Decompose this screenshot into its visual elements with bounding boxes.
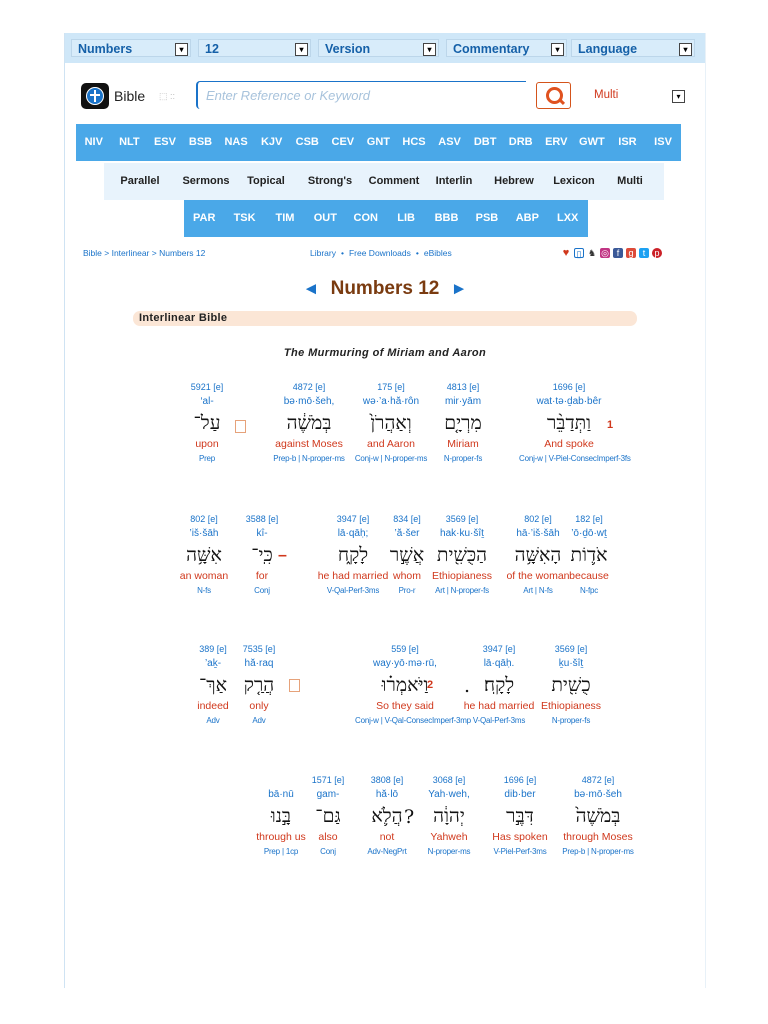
- word-column: [154, 512, 254, 598]
- transliteration: ’aḵ-: [204, 658, 222, 669]
- period-mark: .: [464, 675, 471, 697]
- select-label: Version: [325, 42, 371, 56]
- version-esv[interactable]: ESV: [153, 136, 176, 148]
- band-label: Interlinear Bible: [139, 312, 228, 324]
- english-gloss: through Moses: [563, 831, 633, 843]
- hebrew-word[interactable]: וַתְּדַבֵּ֨ר: [546, 412, 592, 434]
- hebrew-word[interactable]: עַל־: [193, 412, 221, 434]
- maqaf-box-icon: [289, 679, 300, 692]
- transliteration: hak·ku·šîṯ: [440, 528, 484, 539]
- tool-interlin[interactable]: Interlin: [435, 175, 473, 187]
- multi-select-label[interactable]: Multi: [594, 89, 619, 101]
- tool-strongs[interactable]: Strong's: [307, 175, 353, 187]
- english-gloss: he had married: [463, 700, 535, 712]
- transliteration: hā·’iš·šāh: [516, 528, 560, 539]
- transliteration: ‘al-: [200, 396, 214, 407]
- book-icon[interactable]: ▯: [574, 248, 584, 258]
- version-lxx[interactable]: LXX: [557, 212, 579, 224]
- english-gloss: Ethiopianess: [540, 700, 602, 712]
- strongs-number-link[interactable]: 1696 [e]: [503, 775, 537, 785]
- chapter-heading: [65, 278, 705, 300]
- strongs-number-link[interactable]: 3068 [e]: [432, 775, 466, 785]
- top-link[interactable]: eBibles: [423, 248, 452, 258]
- hebrew-word[interactable]: בְּמֹשֶׁה֙: [575, 805, 621, 827]
- english-gloss: also: [318, 831, 338, 843]
- version-out[interactable]: OUT: [313, 212, 337, 224]
- page-frame: [64, 33, 706, 988]
- hebrew-word[interactable]: בְּמֹשֶׁ֔ה: [286, 412, 332, 434]
- transliteration: bā·nū: [268, 789, 294, 800]
- version-nas[interactable]: NAS: [224, 136, 248, 148]
- english-gloss: not: [379, 831, 395, 843]
- transliteration: wat·tə·ḏab·bêr: [536, 396, 602, 407]
- twitter-icon[interactable]: t: [639, 248, 649, 258]
- english-gloss: Yahweh: [430, 831, 468, 843]
- dropdown-arrow-icon[interactable]: ▾: [295, 43, 308, 56]
- version-gwt[interactable]: GWT: [579, 136, 605, 148]
- top-links: [310, 248, 452, 258]
- parsing-link[interactable]: Conj: [254, 586, 270, 595]
- strongs-number-link[interactable]: 834 [e]: [393, 514, 421, 524]
- strongs-number-link[interactable]: 389 [e]: [199, 644, 227, 654]
- word-column: [231, 773, 331, 859]
- version-row-1: [76, 124, 681, 161]
- parsing-link[interactable]: Conj: [320, 847, 336, 856]
- users-icon[interactable]: ♞: [587, 248, 597, 258]
- parsing-link[interactable]: V-Qal-Perf-3ms: [472, 716, 526, 725]
- transliteration: lā·qāḥ.: [483, 658, 515, 669]
- version-isr[interactable]: ISR: [618, 136, 637, 148]
- english-gloss: So they said: [376, 700, 434, 712]
- strongs-number-link[interactable]: 3588 [e]: [245, 514, 279, 524]
- parsing-link[interactable]: Prep-b | N-proper-ms: [562, 847, 634, 856]
- dropdown-arrow-icon[interactable]: ▾: [551, 43, 564, 56]
- english-gloss: for: [255, 570, 269, 582]
- version-con[interactable]: CON: [353, 212, 378, 224]
- hebrew-word[interactable]: הֲרַ֤ק: [243, 674, 275, 696]
- interlinear-band: [133, 311, 637, 326]
- hebrew-word[interactable]: גַּם־: [315, 805, 341, 827]
- parsing-link[interactable]: Art | N-fs: [523, 586, 553, 595]
- version-dbt[interactable]: DBT: [473, 136, 497, 148]
- select-numbers[interactable]: [71, 39, 191, 57]
- heart-icon[interactable]: ♥: [562, 247, 570, 259]
- strongs-number-link[interactable]: 175 [e]: [377, 382, 405, 392]
- hebrew-word[interactable]: לָקָֽח׃: [483, 674, 515, 696]
- transliteration: bə·mō·šeh,: [283, 396, 335, 407]
- version-abp[interactable]: ABP: [515, 212, 539, 224]
- breadcrumb[interactable]: Bible > Interlinear > Numbers 12: [83, 248, 206, 258]
- transliteration: kî-: [256, 528, 268, 539]
- tool-hebrew[interactable]: Hebrew: [494, 175, 534, 187]
- strongs-number-link[interactable]: 802 [e]: [524, 514, 552, 524]
- strongs-number-link[interactable]: 4813 [e]: [446, 382, 480, 392]
- section-title: The Murmuring of Miriam and Aaron: [283, 347, 487, 359]
- version-gnt[interactable]: GNT: [366, 136, 391, 148]
- maqaf-box-icon: [235, 420, 246, 433]
- tool-multi[interactable]: Multi: [617, 175, 643, 187]
- top-link[interactable]: Library: [310, 248, 336, 258]
- version-nlt[interactable]: NLT: [119, 136, 140, 148]
- question-mark: ?: [404, 806, 415, 828]
- hebrew-word[interactable]: הָאִשָּׁ֥ה: [514, 544, 562, 566]
- search-input[interactable]: [196, 81, 526, 109]
- strongs-number-link[interactable]: 559 [e]: [391, 644, 419, 654]
- version-bbb[interactable]: BBB: [434, 212, 459, 224]
- english-gloss: whom: [392, 570, 421, 582]
- strongs-number-link[interactable]: 3947 [e]: [482, 644, 516, 654]
- facebook-icon[interactable]: f: [613, 248, 623, 258]
- select-version[interactable]: [318, 39, 439, 57]
- transliteration: dib·ber: [504, 789, 536, 800]
- strongs-number-link[interactable]: 3569 [e]: [445, 514, 479, 524]
- tool-topical[interactable]: Topical: [247, 175, 285, 187]
- version-csb[interactable]: CSB: [295, 136, 319, 148]
- version-niv[interactable]: NIV: [84, 136, 103, 148]
- parsing-link[interactable]: Pro-r: [398, 586, 416, 595]
- transliteration: ’ă·šer: [394, 528, 420, 539]
- parsing-link[interactable]: N-proper-ms: [427, 847, 471, 856]
- transliteration: ḵu·šîṯ: [558, 658, 584, 669]
- hebrew-word[interactable]: וְאַהֲרֹן֙: [370, 412, 412, 434]
- tool-lexicon[interactable]: Lexicon: [553, 175, 595, 187]
- strongs-number-link[interactable]: 3947 [e]: [336, 514, 370, 524]
- version-drb[interactable]: DRB: [508, 136, 533, 148]
- english-gloss: because: [569, 570, 609, 582]
- hebrew-word[interactable]: אִשָּׁ֥ה: [186, 544, 222, 566]
- strongs-number-link[interactable]: [231, 773, 331, 787]
- transliteration: way·yō·mə·rū,: [373, 658, 437, 669]
- select-label: Numbers: [78, 42, 133, 56]
- verse-number-1[interactable]: 1: [607, 419, 614, 431]
- parsing-link[interactable]: Conj-w | V-Piel-ConsecImperf-3fs: [519, 454, 631, 463]
- version-tsk[interactable]: TSK: [233, 212, 256, 224]
- next-chapter-icon[interactable]: ►: [450, 279, 468, 298]
- hebrew-word[interactable]: מִרְיָ֤ם: [444, 412, 482, 434]
- version-kjv[interactable]: KJV: [260, 136, 283, 148]
- chapter-title: Numbers 12: [330, 278, 440, 299]
- dropdown-arrow-icon[interactable]: ▾: [175, 43, 188, 56]
- hebrew-word[interactable]: לָקָ֑ח: [337, 544, 369, 566]
- version-tim[interactable]: TIM: [275, 212, 295, 224]
- top-link[interactable]: Free Downloads: [348, 248, 411, 258]
- transliteration: wə·’a·hă·rôn: [362, 396, 420, 407]
- english-gloss: And spoke: [544, 438, 594, 450]
- tool-sermons[interactable]: Sermons: [182, 175, 230, 187]
- english-gloss: only: [249, 700, 269, 712]
- parsing-link[interactable]: Adv-NegPrt: [367, 847, 407, 856]
- english-gloss: Ethiopianess: [431, 570, 493, 582]
- hebrew-word[interactable]: כִּֽי־: [251, 544, 273, 566]
- english-gloss: indeed: [197, 700, 229, 712]
- english-gloss: Miriam: [447, 438, 479, 450]
- hebrew-word[interactable]: וַיֹּאמְר֗וּ: [381, 674, 429, 696]
- strongs-number-link[interactable]: 4872 [e]: [292, 382, 326, 392]
- english-gloss: he had married: [317, 570, 389, 582]
- search-button[interactable]: [536, 82, 571, 109]
- word-column: [163, 642, 263, 728]
- parsing-link[interactable]: V-Qal-Perf-3ms: [326, 586, 380, 595]
- separator-dot: •: [340, 248, 344, 258]
- parsing-link[interactable]: N-proper-fs: [443, 454, 483, 463]
- word-column: [355, 642, 471, 728]
- version-asv[interactable]: ASV: [438, 136, 461, 148]
- strongs-number-link[interactable]: 7535 [e]: [242, 644, 276, 654]
- pinterest-icon[interactable]: p: [652, 248, 662, 258]
- transliteration: gam-: [316, 789, 340, 800]
- version-cev[interactable]: CEV: [331, 136, 355, 148]
- version-bsb[interactable]: BSB: [188, 136, 213, 148]
- transliteration: hă·lō: [375, 789, 399, 800]
- transliteration: mir·yām: [444, 396, 482, 407]
- parsing-link[interactable]: N-fs: [197, 586, 211, 595]
- instagram-icon[interactable]: ◎: [601, 248, 609, 258]
- separator-dot: •: [415, 248, 419, 258]
- logo-text: Bible: [114, 88, 146, 104]
- hebrew-word[interactable]: הֲלֹ֛א: [371, 805, 403, 827]
- hebrew-word[interactable]: דִּבֶּ֣ר: [506, 805, 534, 827]
- transliteration: Yah·weh,: [428, 789, 470, 800]
- parsing-link[interactable]: V-Piel-Perf-3ms: [493, 847, 547, 856]
- google-plus-icon[interactable]: g: [626, 248, 636, 258]
- english-gloss: an woman: [179, 570, 229, 582]
- english-gloss: of the woman: [506, 570, 570, 582]
- english-gloss: Has spoken: [492, 831, 548, 843]
- parsing-link[interactable]: Conj-w | V-Qal-ConsecImperf-3mp: [355, 716, 471, 725]
- logo-mini-icon: ⬚ ::: [159, 91, 176, 101]
- tool-comment[interactable]: Comment: [368, 175, 420, 187]
- version-hcs[interactable]: HCS: [402, 136, 426, 148]
- hebrew-word[interactable]: כֻשִׁ֖ית: [551, 674, 591, 696]
- parsing-link[interactable]: Adv: [252, 716, 266, 725]
- english-gloss: and Aaron: [367, 438, 415, 450]
- strongs-number-link[interactable]: 3808 [e]: [370, 775, 404, 785]
- transliteration: bə·mō·šeh: [574, 789, 622, 800]
- hebrew-word[interactable]: יְהוָ֔ה: [433, 805, 465, 827]
- strongs-number-link[interactable]: 1696 [e]: [552, 382, 586, 392]
- english-gloss: against Moses: [275, 438, 343, 450]
- hebrew-word[interactable]: אַךְ־: [198, 674, 227, 696]
- version-lib[interactable]: LIB: [397, 212, 416, 224]
- word-column: [519, 380, 631, 466]
- dropdown-arrow-icon[interactable]: ▾: [423, 43, 436, 56]
- dropdown-arrow-icon[interactable]: ▾: [679, 43, 692, 56]
- version-erv[interactable]: ERV: [545, 136, 568, 148]
- social-icons: [561, 248, 662, 258]
- hebrew-word[interactable]: אֲשֶׁ֣ר: [389, 544, 425, 566]
- version-row-3: [184, 200, 588, 237]
- parsing-link[interactable]: Prep-b | N-proper-ms: [273, 454, 345, 463]
- tool-parallel[interactable]: Parallel: [120, 175, 160, 187]
- strongs-number-link[interactable]: 4872 [e]: [581, 775, 615, 785]
- dash-mark: –: [278, 547, 287, 564]
- transliteration: ’ō·ḏō·wṯ: [571, 528, 607, 539]
- strongs-number-link[interactable]: 182 [e]: [575, 514, 603, 524]
- parsing-link[interactable]: Prep | 1cp: [263, 847, 299, 856]
- parsing-link[interactable]: Art | N-proper-fs: [435, 586, 489, 595]
- study-tools-row: [104, 163, 664, 200]
- hebrew-word[interactable]: בָּ֣נוּ: [270, 805, 292, 827]
- verse-number-2[interactable]: 2: [427, 679, 434, 691]
- english-gloss: through us: [256, 831, 306, 843]
- version-isv[interactable]: ISV: [654, 136, 672, 148]
- hebrew-word[interactable]: הַכֻּשִׁ֖ית: [436, 544, 488, 566]
- word-column: [303, 512, 403, 598]
- parsing-link[interactable]: N-proper-fs: [551, 716, 591, 725]
- select-12[interactable]: [198, 39, 311, 57]
- english-gloss: upon: [195, 438, 219, 450]
- select-label: Commentary: [453, 42, 530, 56]
- select-label: 12: [205, 42, 219, 56]
- parsing-link[interactable]: Prep: [198, 454, 216, 463]
- parsing-link[interactable]: N-fpc: [579, 586, 599, 595]
- select-commentary[interactable]: [446, 39, 567, 57]
- strongs-number-link[interactable]: 5921 [e]: [190, 382, 224, 392]
- version-par[interactable]: PAR: [192, 212, 216, 224]
- multi-dropdown-icon[interactable]: ▾: [672, 90, 685, 103]
- bible-logo-icon[interactable]: [81, 83, 109, 109]
- word-column: [259, 380, 359, 466]
- strongs-number-link[interactable]: 1571 [e]: [311, 775, 345, 785]
- transliteration: lā·qāḥ;: [337, 528, 369, 539]
- strongs-number-link[interactable]: 802 [e]: [190, 514, 218, 524]
- select-label: Language: [578, 42, 638, 56]
- parsing-link[interactable]: Conj-w | N-proper-ms: [354, 454, 428, 463]
- select-bar: [65, 33, 705, 63]
- transliteration: ’iš·šāh: [189, 528, 219, 539]
- version-psb[interactable]: PSB: [475, 212, 499, 224]
- select-language[interactable]: [571, 39, 695, 57]
- hebrew-word[interactable]: אֹד֛וֹת: [570, 544, 608, 566]
- transliteration: hă·raq: [244, 658, 274, 669]
- strongs-number-link[interactable]: 3569 [e]: [554, 644, 588, 654]
- parsing-link[interactable]: Adv: [206, 716, 220, 725]
- prev-chapter-icon[interactable]: ◄: [302, 279, 320, 298]
